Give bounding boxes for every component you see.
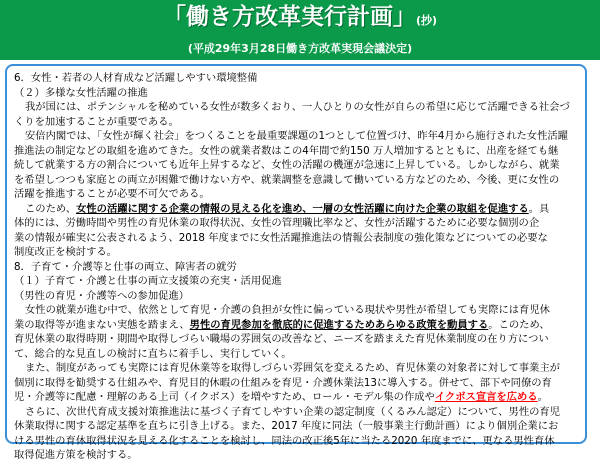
text-line	[14, 303, 581, 318]
text-segment: て、総合的な見直しの検討に直ちに着手し、実行していく。	[14, 347, 292, 360]
text-segment: （１）子育て・介護と仕事の両立支援策の充実・活用促進	[14, 275, 282, 287]
text-segment: 休業取得に関する認定基準を直ちに引き上げる。また、2017 年度に同法（一般事業主行動計画）により個別企業にお	[14, 420, 559, 432]
text-segment: 女性の就業が進む中で、依然として育児・介護の負担が女性に偏っている現状や男性が希望しても実際には育児休	[25, 304, 550, 316]
title-suffix: (抄)	[415, 14, 438, 27]
text-line	[14, 115, 581, 130]
text-segment: 。具	[528, 202, 550, 215]
text-segment: 安倍内閣では、「女性が輝く社会」をつくることを最重要課題の1つとして位置づけ、昨年4月から施行された女性活躍	[25, 130, 568, 142]
page-subtitle: (平成29年3月28日働き方改革実現会議決定)	[187, 42, 413, 55]
highlight-text: イクボス宣言を広める	[434, 391, 538, 403]
text-segment: 。	[537, 391, 548, 403]
text-segment: 。このため、	[488, 318, 550, 331]
text-line	[14, 376, 581, 391]
text-segment: ける男性の育休取得状況を見える化することを検討し、同法の改正後5年に当たる2020 年度までに、更なる男性育休	[14, 434, 555, 447]
text-segment: （２）多様な女性活躍の推進	[14, 86, 148, 99]
text-segment: 体的には、労働時間や男性の育児休業の取得状況、女性の管理職比率など、女性が活躍するために必要な個別の企	[14, 217, 540, 229]
text-segment: （男性の育児・介護等への参加促進）	[14, 289, 190, 302]
text-segment: 制度改正を検討する。	[14, 246, 117, 258]
text-segment: 我が国には、ポテンシャルを秘めている女性が数多くおり、一人ひとりの女性が自らの希望に応じて活躍できる社会づ	[25, 101, 570, 113]
text-line	[14, 173, 581, 188]
title-row	[0, 0, 600, 36]
text-line	[14, 260, 581, 275]
text-line	[14, 361, 581, 376]
text-line	[14, 405, 581, 420]
text-line	[14, 274, 581, 289]
text-line	[14, 289, 581, 304]
page-title: 「働き方改革実行計画」	[162, 4, 416, 30]
text-line	[14, 187, 581, 202]
text-line	[14, 419, 581, 434]
text-segment: 業の取得等が進まない実態を踏まえ、	[14, 318, 190, 331]
text-line	[14, 347, 581, 362]
text-segment: このため、	[25, 202, 77, 215]
content-panel	[5, 64, 587, 461]
text-line	[14, 332, 581, 347]
header-banner	[0, 0, 600, 60]
text-segment: 業の情報が確実に公表されるよう、2018 年度までに女性活躍推進法の情報公表制度の強化策などについての必要な	[14, 231, 548, 244]
text-segment: 個別に取得を勧奨する仕組みや、育児目的休暇の仕組みを育児・介護休業法13に導入する。併せて、部下や同僚の育	[14, 376, 552, 389]
text-line	[14, 245, 581, 260]
text-segment: 活躍を推進することが必要不可欠である。	[14, 188, 210, 200]
text-segment: 6．女性・若者の人材育成など活躍しやすい環境整備	[14, 72, 258, 84]
text-line	[14, 100, 581, 115]
emphasis-text: 女性の活躍に関する企業の情報の見える化を進め、一層の女性活躍に向けた企業の取組を促進する	[76, 202, 529, 215]
text-segment: を希望しつつも家庭との両立が困難で働けない方や、就業調整を意識して働いている方などのため、今後、更に女性の	[14, 173, 560, 186]
text-line	[14, 144, 581, 159]
text-segment: 取得促進方策を検討する。	[14, 449, 138, 461]
emphasis-text: 男性の育児参加を徹底的に促進するためあらゆる政策を動員する	[189, 318, 489, 331]
text-segment: 育児休業の取得時期・期間や取得しづらい職場の雰囲気の改善など、ニーズを踏まえた育児休業制度の在り方につい	[14, 333, 549, 345]
text-segment: 推進法の制定などの取組を進めてきた。女性の就業者数はこの4年間で約150 万人増加するとともに、出産を経ても継	[14, 144, 559, 157]
text-segment: さらに、次世代育成支援対策推進法に基づく子育てしやすい企業の認定制度（くるみん認定）について、男性の育児	[25, 405, 561, 418]
text-segment: 続して就業する方の割合についても近年上昇するなど、女性の活躍の機運が急速に上昇している。しかしながら、就業	[14, 159, 560, 171]
text-line	[14, 231, 581, 246]
text-line	[14, 448, 581, 463]
text-line	[14, 71, 581, 86]
text-segment: くりを加速することが重要である。	[14, 115, 179, 128]
text-line	[14, 318, 581, 333]
text-line	[14, 86, 581, 101]
text-segment: 8．子育て・介護等と仕事の両立、障害者の就労	[14, 260, 237, 273]
text-line	[14, 158, 581, 173]
text-line	[14, 129, 581, 144]
text-line	[14, 390, 581, 405]
text-line	[14, 216, 581, 231]
text-line	[14, 202, 581, 217]
text-segment: また、制度があっても実際には育児休業等を取得しづらい雰囲気を変えるため、育児休業の対象者に対して事業主が	[25, 362, 560, 374]
text-segment: 児・介護等に配慮・理解のある上司（イクボス）を増やすため、ロール・モデル集の作成や	[14, 391, 435, 403]
text-line	[14, 434, 581, 449]
